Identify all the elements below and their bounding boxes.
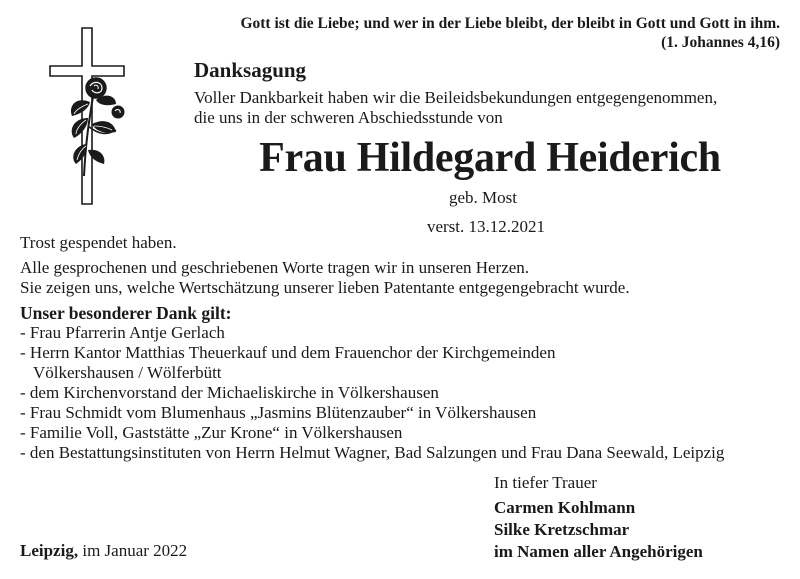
heading-danksagung: Danksagung (194, 58, 307, 82)
intro-text (194, 88, 717, 128)
verse-reference: (1. Johannes 4,16) (661, 34, 780, 51)
body-line: Sie zeigen uns, welche Wertschätzung unserer lieben Patentante entgegengebracht wurde. (20, 278, 630, 297)
signature: im Namen aller Angehörigen (494, 542, 703, 561)
body-text (20, 233, 724, 463)
verse-text: Gott ist die Liebe; und wer in der Liebe bleibt, der bleibt in Gott und Gott in ihm. (240, 15, 780, 32)
place-city: Leipzig, (20, 541, 79, 560)
intro-line: Voller Dankbarkeit haben wir die Beileidsbekundungen entgegengenommen, (194, 88, 718, 107)
body-line: Trost gespendet haben. (20, 233, 177, 252)
birth-name: geb. Most (449, 188, 517, 207)
thanks-item: - Familie Voll, Gaststätte „Zur Krone“ in Völkershausen (20, 423, 403, 442)
thanks-title: Unser besonderer Dank gilt: (20, 303, 232, 323)
body-line: Alle gesprochenen und geschriebenen Worte tragen wir in unseren Herzen. (20, 258, 530, 277)
closing-block (494, 472, 703, 563)
death-date: verst. 13.12.2021 (426, 217, 546, 236)
deceased-name: Frau Hildegard Heiderich (259, 135, 721, 181)
place-date (20, 541, 187, 561)
thanks-item: - Frau Schmidt vom Blumenhaus „Jasmins Blütenzauber“ in Völkershausen (20, 403, 537, 422)
signature: Silke Kretzschmar (494, 520, 630, 539)
thanks-item: - dem Kirchenvorstand der Michaeliskirche in Völkershausen (20, 383, 439, 402)
thanks-item-continuation: Völkershausen / Wölferbütt (33, 363, 222, 382)
thanks-item: - Herrn Kantor Matthias Theuerkauf und dem Frauenchor der Kirchgemeinden (20, 343, 556, 362)
intro-line: die uns in der schweren Abschiedsstunde von (194, 108, 503, 127)
closing-phrase: In tiefer Trauer (494, 473, 597, 492)
thanks-item: - Frau Pfarrerin Antje Gerlach (20, 323, 225, 342)
signature: Carmen Kohlmann (494, 498, 636, 517)
place-date-text: im Januar 2022 (82, 541, 188, 560)
thanks-item: - den Bestattungsinstituten von Herrn Helmut Wagner, Bad Salzungen und Frau Dana Seewald, Leipzig (20, 443, 725, 462)
bible-verse (240, 14, 780, 52)
thanks-list (20, 323, 724, 463)
